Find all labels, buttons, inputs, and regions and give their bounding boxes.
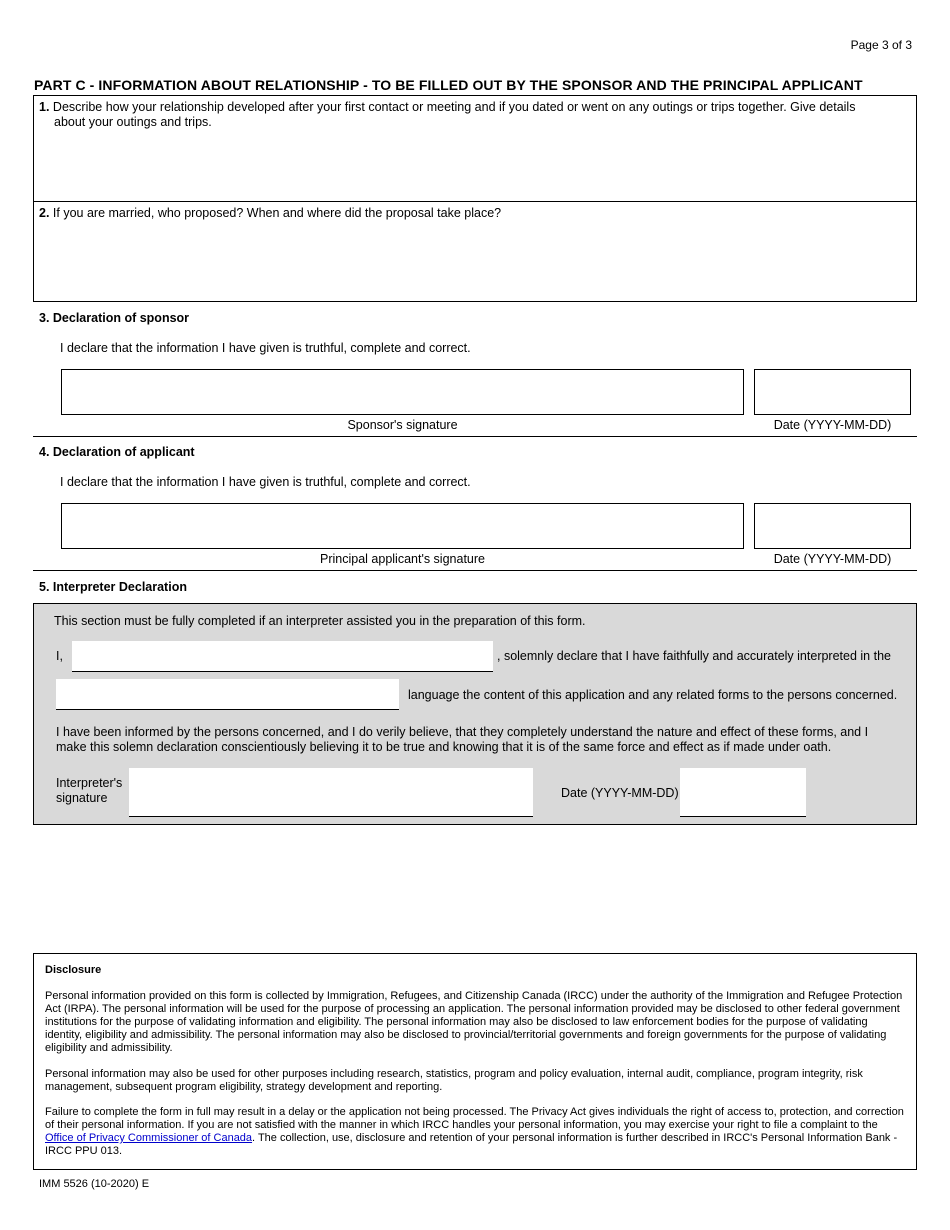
disclosure-paragraph-2: Personal information may also be used for other purposes including research, statistics, program and policy evaluation, internal audit, compliance, program integrity, risk management, subsequent program eligibility, strategy development and reporting. — [45, 1068, 863, 1093]
applicant-declaration-heading: 4. Declaration of applicant — [39, 445, 195, 459]
privacy-commissioner-link[interactable]: Office of Privacy Commissioner of Canada — [45, 1132, 253, 1144]
interpreter-signature-label — [56, 776, 122, 806]
question-2-label: If you are married, who proposed? When and where did the proposal take place? — [52, 206, 502, 220]
sponsor-declaration-heading: 3. Declaration of sponsor — [39, 311, 190, 325]
disclosure-paragraph-3 — [45, 1106, 905, 1158]
applicant-signature-label: Principal applicant's signature — [320, 552, 485, 566]
disclosure-box — [33, 953, 917, 1170]
interpreter-signature-label-line1: Interpreter's — [56, 776, 123, 790]
applicant-date-label: Date (YYYY-MM-DD) — [773, 552, 892, 566]
interpreter-i-label: I, — [56, 649, 63, 663]
sponsor-declaration-statement: I declare that the information I have given is truthful, complete and correct. — [60, 341, 471, 355]
question-1-number: 1. — [39, 100, 50, 114]
interpreter-language-text: language the content of this application and any related forms to the persons concerned. — [408, 688, 898, 702]
interpreter-signature-label-line2: signature — [56, 791, 108, 805]
sponsor-signature-label: Sponsor's signature — [347, 418, 458, 432]
interpreter-solemnly-text: , solemnly declare that I have faithfully and accurately interpreted in the — [497, 649, 891, 663]
interpreter-intro: This section must be fully completed if an interpreter assisted you in the preparation of this form. — [54, 614, 586, 628]
interpreter-signature-field[interactable] — [129, 768, 533, 817]
interpreter-name-field[interactable] — [72, 641, 493, 672]
question-1-text — [39, 100, 888, 130]
page-number: Page 3 of 3 — [850, 38, 912, 52]
applicant-date-field[interactable] — [754, 503, 911, 549]
disclosure-heading: Disclosure — [45, 964, 102, 976]
sponsor-date-label: Date (YYYY-MM-DD) — [773, 418, 892, 432]
sponsor-signature-field[interactable] — [61, 369, 744, 415]
interpreter-declaration-panel — [33, 603, 917, 825]
disclosure-paragraph-3-end: . The collection, use, disclosure and retention of your personal information is further described in IRCC's Personal Information Bank - IRCC PPU 013. — [45, 1132, 898, 1157]
question-2-number: 2. — [39, 206, 50, 220]
interpreter-date-field[interactable] — [680, 768, 806, 817]
part-title: PART C - INFORMATION ABOUT RELATIONSHIP - TO BE FILLED OUT BY THE SPONSOR AND THE PRINCIPAL APPLICANT — [34, 77, 863, 93]
interpreter-language-field[interactable] — [56, 679, 399, 710]
disclosure-paragraph-3-start: Failure to complete the form in full may result in a delay or the application not being processed. The Privacy Act gives individuals the right of access to, protection, and correction of their personal information. If you are not satisfied with the manner in which IRCC handles your personal information, you may exercise your right to file a complaint to the — [45, 1106, 904, 1131]
question-2-box[interactable] — [33, 201, 917, 302]
applicant-signature-field[interactable] — [61, 503, 744, 549]
question-2-text — [39, 206, 888, 221]
form-code: IMM 5526 (10-2020) E — [39, 1178, 150, 1190]
divider — [33, 436, 917, 437]
interpreter-date-label: Date (YYYY-MM-DD) — [561, 786, 679, 800]
interpreter-informed-text: I have been informed by the persons concerned, and I do verily believe, that they completely understand the nature and effect of these forms, and I make this solemn declaration conscientiously believing it to be true and knowing that it is of the same force and effect as if made under oath. — [56, 725, 869, 754]
applicant-declaration-statement: I declare that the information I have given is truthful, complete and correct. — [60, 475, 471, 489]
question-1-label: Describe how your relationship developed after your first contact or meeting and if you dated or went on any outings or trips together. Give details about your outings and trips. — [52, 100, 856, 129]
sponsor-date-field[interactable] — [754, 369, 911, 415]
interpreter-declaration-heading: 5. Interpreter Declaration — [39, 580, 187, 594]
divider — [33, 570, 917, 571]
question-1-box[interactable] — [33, 95, 917, 202]
disclosure-paragraph-1: Personal information provided on this form is collected by Immigration, Refugees, and Citizenship Canada (IRCC) under the authority of the Immigration and Refugee Protection Act (IRPA). The personal information will be used for the purpose of processing an application. The personal information provided may be disclosed to other federal government institutions for the purpose of validating information and eligibility. The personal information may also be disclosed to law enforcement bodies for the purpose of validating identity, eligibility and admissibility. The personal information may also be disclosed to provincial/territorial governments and foreign governments for the purpose of validating eligibility and admissibility. — [45, 990, 903, 1054]
